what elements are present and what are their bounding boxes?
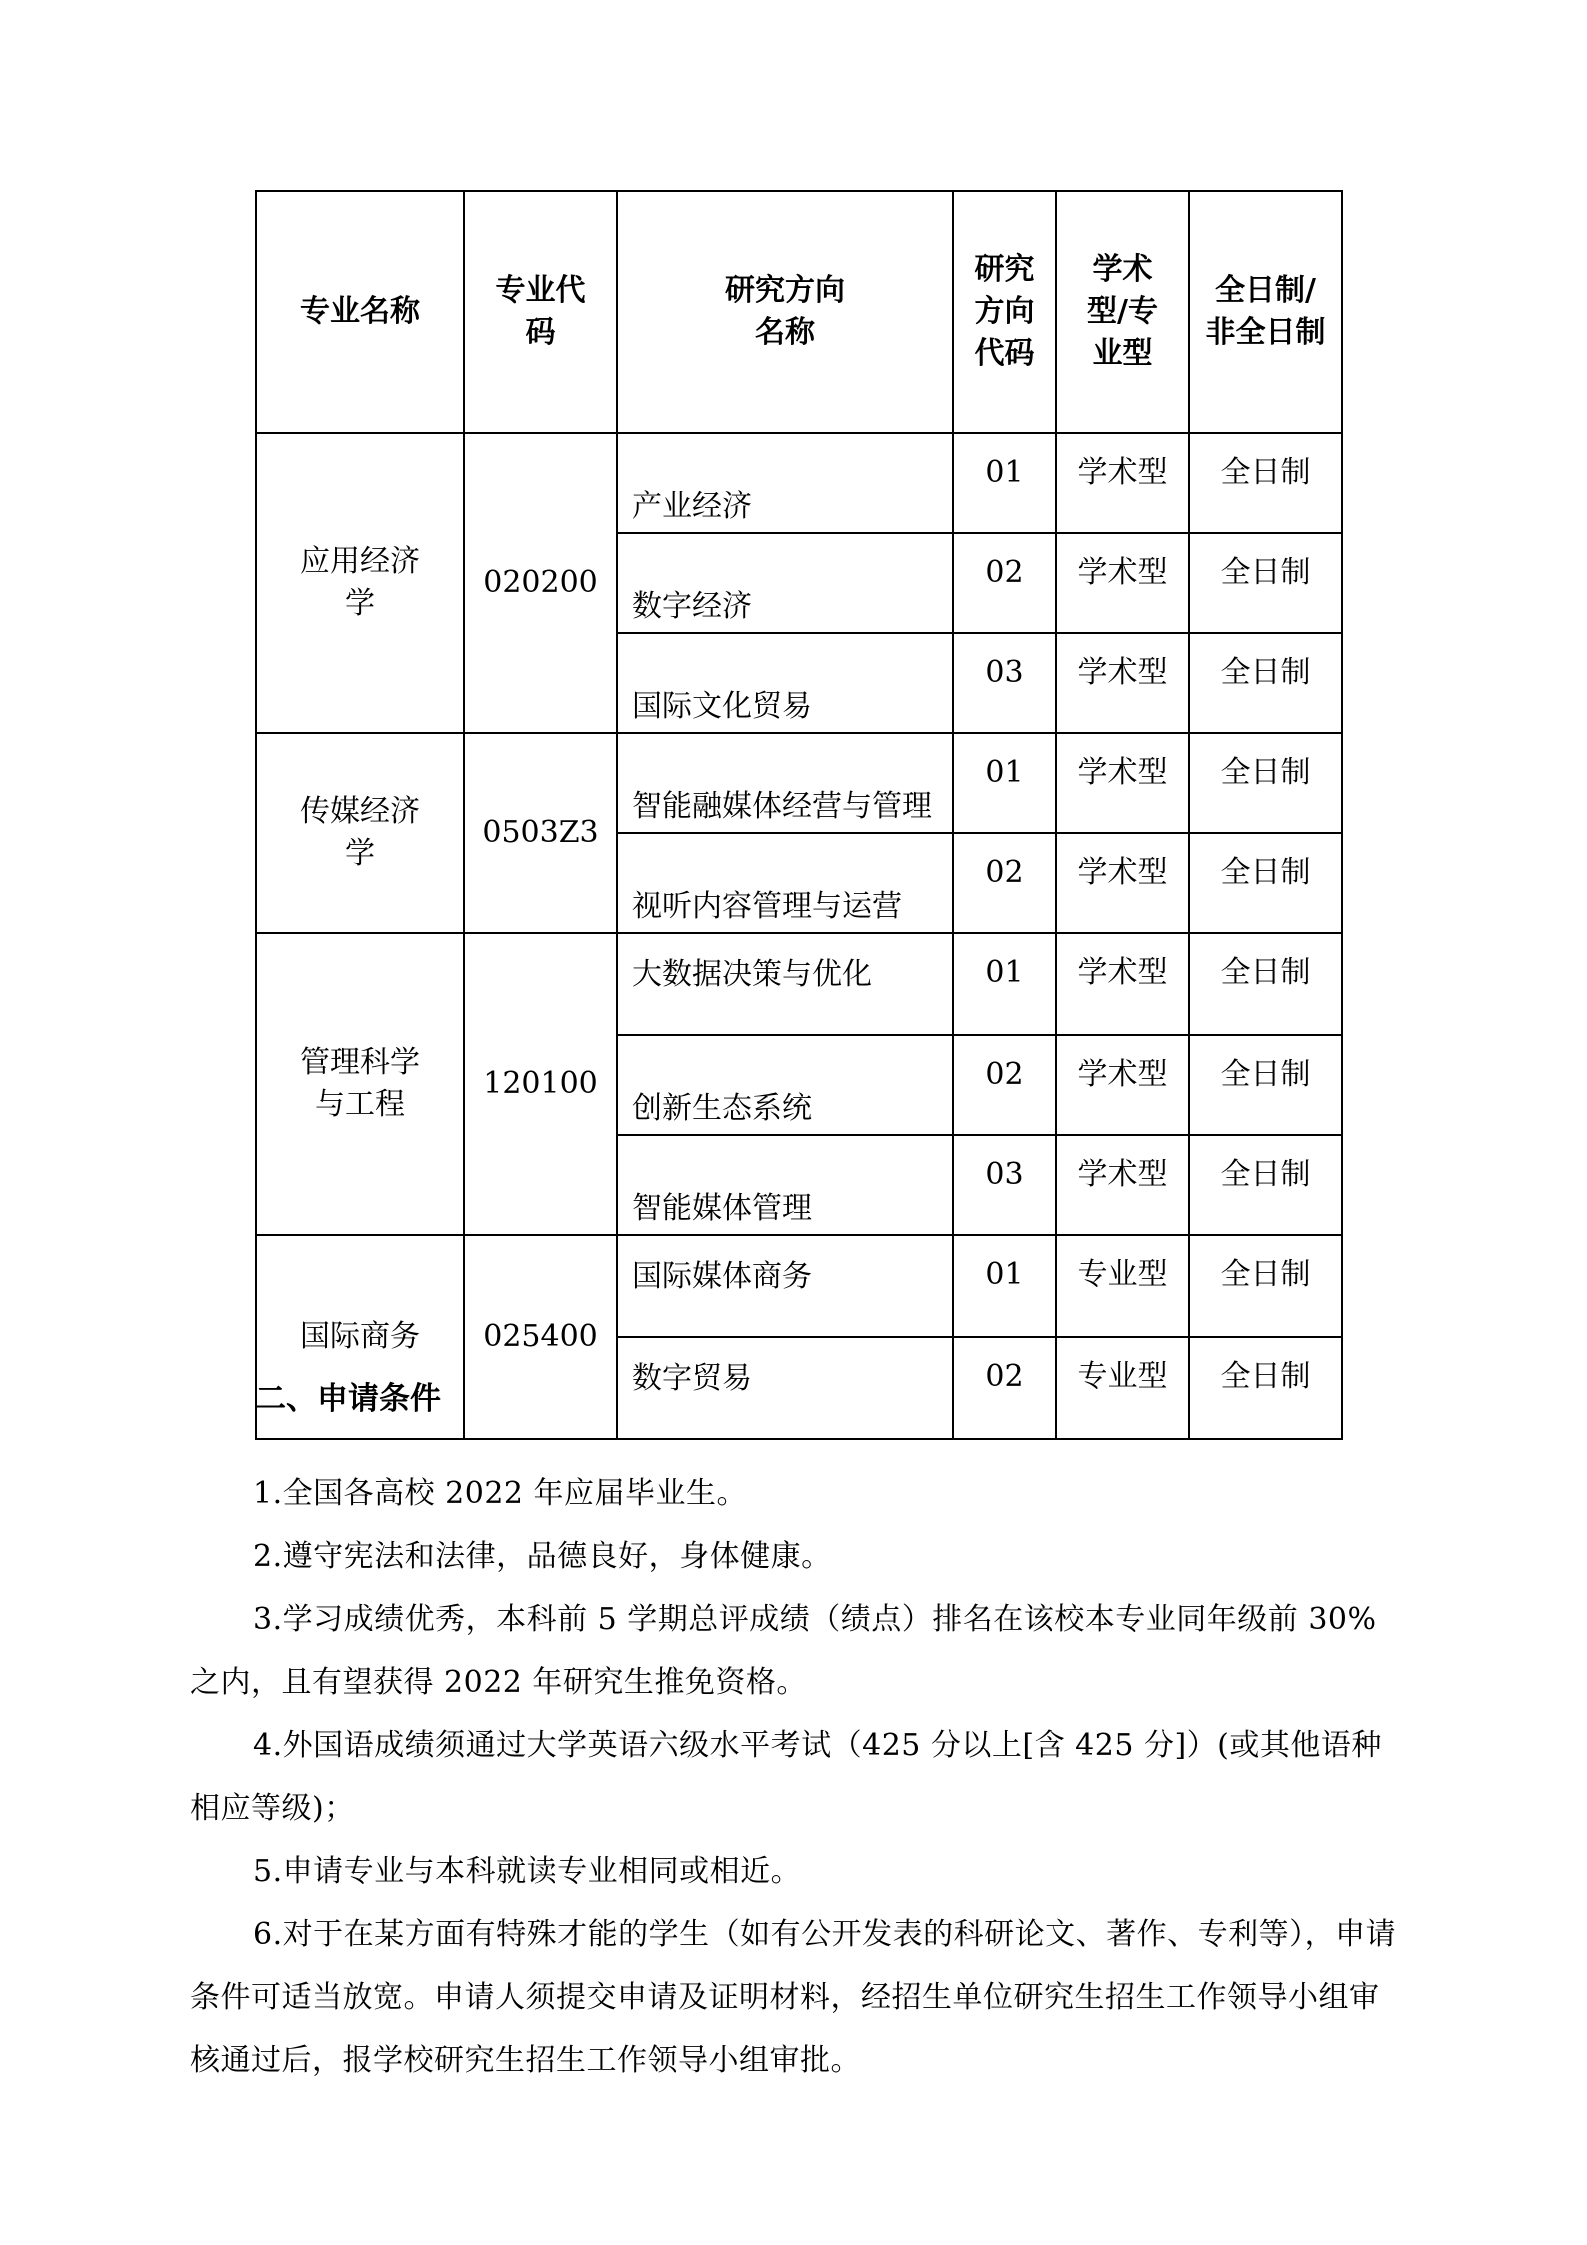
type-cell: 学术型: [1056, 633, 1189, 733]
major-code-cell: 025400: [464, 1235, 617, 1439]
direction-name-cell: 产业经济: [617, 433, 953, 533]
major-code-cell: 020200: [464, 433, 617, 733]
direction-code-cell: 01: [953, 1235, 1056, 1337]
direction-code-cell: 02: [953, 1337, 1056, 1439]
major-name-cell: 国际商务: [256, 1235, 464, 1439]
mode-cell: 全日制: [1189, 733, 1342, 833]
major-name-cell: 管理科学与工程: [256, 933, 464, 1235]
requirement-item: 5.申请专业与本科就读专业相同或相近。: [253, 1854, 802, 1889]
major-code-cell: 120100: [464, 933, 617, 1235]
header-major-code: 专业代码: [464, 191, 617, 433]
header-mode: 全日制/非全日制: [1189, 191, 1342, 433]
direction-code-cell: 01: [953, 433, 1056, 533]
type-cell: 学术型: [1056, 433, 1189, 533]
mode-cell: 全日制: [1189, 533, 1342, 633]
header-direction-code: 研究方向代码: [953, 191, 1056, 433]
table-row: [256, 733, 1342, 833]
mode-cell: 全日制: [1189, 1135, 1342, 1235]
mode-cell: 全日制: [1189, 933, 1342, 1035]
direction-code-cell: 02: [953, 533, 1056, 633]
requirement-item: 6.对于在某方面有特殊才能的学生（如有公开发表的科研论文、著作、专利等），申请条件可适当放宽。申请人须提交申请及证明材料，经招生单位研究生招生工作领导小组审核通过后，报学校研究生招生工作领导小组审批。: [190, 1917, 1397, 2078]
direction-name-cell: 智能媒体管理: [617, 1135, 953, 1235]
section-heading: 二、申请条件: [255, 1381, 441, 1417]
direction-code-cell: 03: [953, 633, 1056, 733]
header-major-name: 专业名称: [256, 191, 464, 433]
type-cell: 专业型: [1056, 1235, 1189, 1337]
requirements-list: [190, 1462, 1405, 2092]
mode-cell: 全日制: [1189, 1235, 1342, 1337]
direction-code-cell: 03: [953, 1135, 1056, 1235]
table-row: [256, 1235, 1342, 1337]
requirement-item: 4.外国语成绩须通过大学英语六级水平考试（425 分以上[含 425 分]）(或其他语种相应等级)；: [190, 1728, 1382, 1826]
header-type: 学术型/专业型: [1056, 191, 1189, 433]
type-cell: 学术型: [1056, 1135, 1189, 1235]
major-name-cell: 应用经济学: [256, 433, 464, 733]
direction-name-cell: 创新生态系统: [617, 1035, 953, 1135]
requirement-item: 1.全国各高校 2022 年应届毕业生。: [253, 1476, 748, 1511]
direction-name-cell: 大数据决策与优化: [617, 933, 953, 1035]
direction-code-cell: 02: [953, 833, 1056, 933]
table-row: [256, 933, 1342, 1035]
type-cell: 学术型: [1056, 833, 1189, 933]
mode-cell: 全日制: [1189, 633, 1342, 733]
majors-table: [255, 190, 1343, 1440]
mode-cell: 全日制: [1189, 1035, 1342, 1135]
direction-name-cell: 国际文化贸易: [617, 633, 953, 733]
requirement-item: 2.遵守宪法和法律，品德良好，身体健康。: [253, 1539, 832, 1574]
header-direction-name: 研究方向名称: [617, 191, 953, 433]
type-cell: 学术型: [1056, 733, 1189, 833]
mode-cell: 全日制: [1189, 1337, 1342, 1439]
type-cell: 专业型: [1056, 1337, 1189, 1439]
mode-cell: 全日制: [1189, 433, 1342, 533]
major-code-cell: 0503Z3: [464, 733, 617, 933]
direction-name-cell: 数字贸易: [617, 1337, 953, 1439]
direction-name-cell: 数字经济: [617, 533, 953, 633]
direction-code-cell: 02: [953, 1035, 1056, 1135]
direction-code-cell: 01: [953, 933, 1056, 1035]
table-body: [256, 433, 1342, 1439]
direction-name-cell: 视听内容管理与运营: [617, 833, 953, 933]
table-header-row: [256, 191, 1342, 433]
mode-cell: 全日制: [1189, 833, 1342, 933]
direction-name-cell: 智能融媒体经营与管理: [617, 733, 953, 833]
direction-code-cell: 01: [953, 733, 1056, 833]
major-name-cell: 传媒经济学: [256, 733, 464, 933]
table-row: [256, 433, 1342, 533]
direction-name-cell: 国际媒体商务: [617, 1235, 953, 1337]
type-cell: 学术型: [1056, 533, 1189, 633]
type-cell: 学术型: [1056, 933, 1189, 1035]
requirement-item: 3.学习成绩优秀，本科前 5 学期总评成绩（绩点）排名在该校本专业同年级前 30%之内，且有望获得 2022 年研究生推免资格。: [190, 1602, 1377, 1700]
type-cell: 学术型: [1056, 1035, 1189, 1135]
